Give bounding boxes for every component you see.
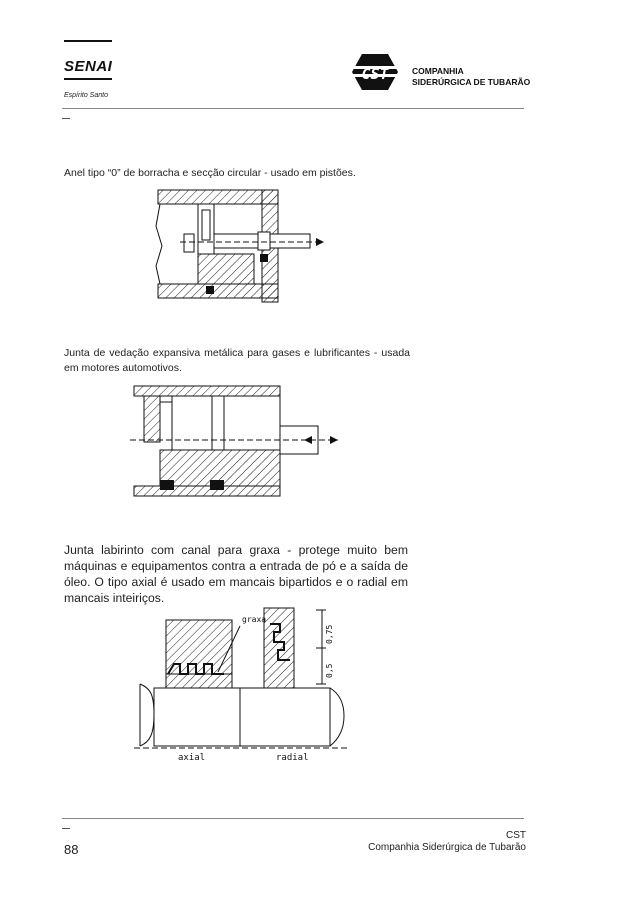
label-radial: radial [276,753,309,763]
page-number: 88 [64,842,79,857]
company-line-2: SIDERÚRGICA DE TUBARÃO [412,77,531,87]
figure-expansive-metal-seal [130,382,342,502]
caption-o-ring: Anel tipo “0” de borracha e secção circular - usado em pistões. [64,167,356,179]
caption-expansive-metal-seal: Junta de vedação expansiva metálica para gases e lubrificantes - usada em motores automotivos. [64,347,410,374]
footer-rule [62,818,524,819]
cst-logo [340,52,410,92]
label-axial: axial [178,753,206,763]
senai-logo: SENAI [64,58,113,75]
dim-label-b: 0,5 [325,663,334,678]
senai-logo-bar-bottom [64,78,112,80]
company-line-1: COMPANHIA [412,66,464,76]
caption-labyrinth-seal: Junta labirinto com canal para graxa - protege muito bem máquinas e equipamentos contra a entrada de pó e a saída de óleo. O tipo axial é usado em mancais bipartidos e o radial em mancais inteiriços. [64,543,408,605]
footer-org-full: Companhia Siderúrgica de Tubarão [368,842,526,853]
dim-label-a: 0,75 [325,624,334,644]
senai-logo-bar-top [64,40,112,42]
header-dash [62,118,70,119]
figure-labyrinth-seal [130,604,352,766]
senai-logo-subtitle: Espírito Santo [64,92,108,99]
label-grease: graxa [242,615,267,624]
footer-org-short: CST [506,830,526,841]
header-rule [62,108,524,109]
figure-o-ring-piston [150,186,330,316]
cst-logo-mark: CST [361,65,389,83]
footer-dash [62,828,70,829]
